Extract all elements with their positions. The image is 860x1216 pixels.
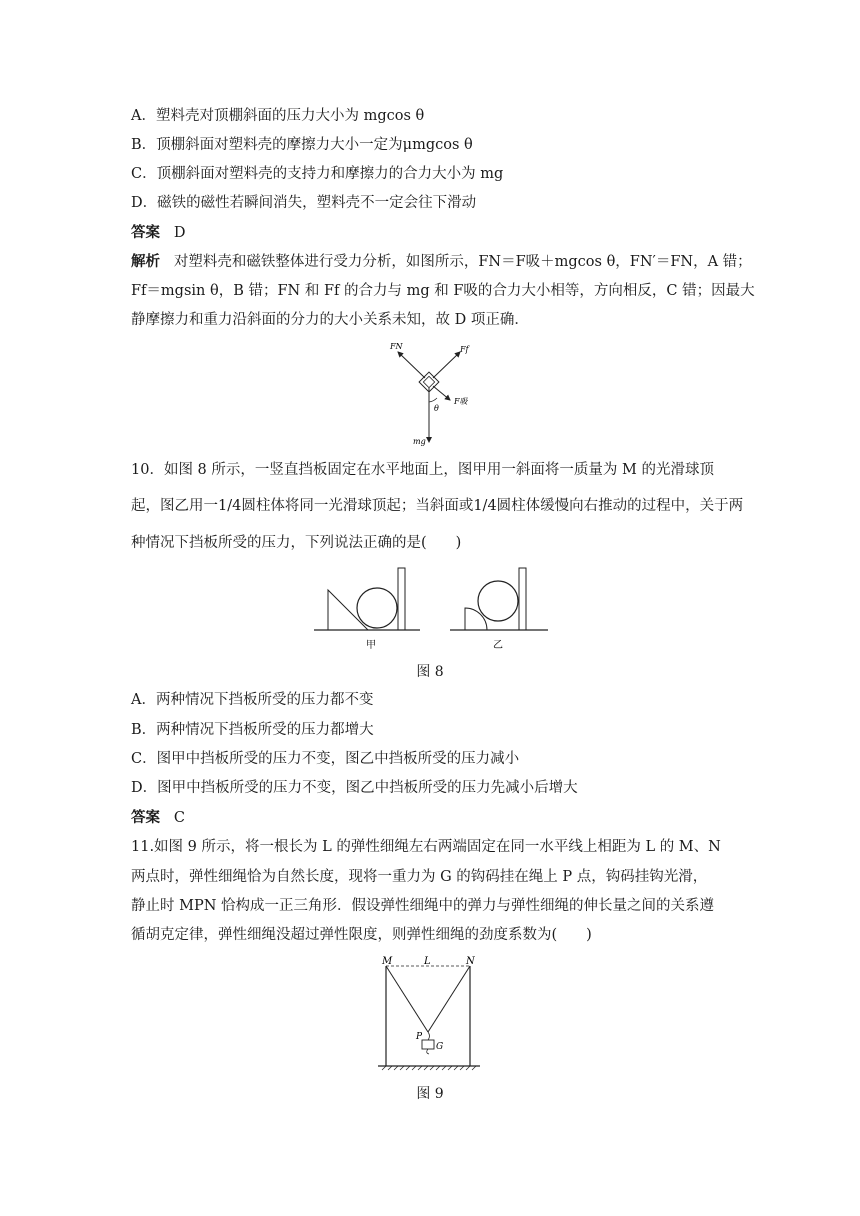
figure-jia [314, 568, 420, 651]
hook [428, 1032, 430, 1040]
analysis-label: 解析 [131, 253, 160, 270]
answer-value: C [173, 810, 185, 826]
q11-stem-line-3: 静止时 MPN 恰构成一正三角形．假设弹性细绳中的弹力与弹性细绳的伸长量之间的关系遵 [131, 898, 715, 914]
label-yi: 乙 [493, 640, 503, 651]
theta-arc [429, 398, 437, 402]
label-m: M [382, 956, 393, 967]
figure-yi [450, 568, 548, 651]
fxi-arrow [433, 386, 450, 400]
q9-option-d: D．磁铁的磁性若瞬间消失，塑料壳不一定会往下滑动 [131, 195, 477, 211]
label-mg: mg [413, 437, 426, 446]
q11-stem-line-4: 循胡克定律，弹性细绳没超过弹性限度，则弹性细绳的劲度系数为( ) [131, 927, 592, 943]
analysis-text: 对塑料壳和磁铁整体进行受力分析，如图所示，FN＝F吸＋mgcos θ，FN′＝FN，A 错； [173, 254, 752, 270]
force-diagram [380, 338, 490, 450]
answer-label: 答案 [131, 809, 160, 826]
label-jia: 甲 [366, 640, 376, 651]
q9-analysis-line-2: Ff＝mgsin θ，B 错；FN 和 Ff 的合力与 mg 和 F吸的合力大小相等，方向相反，C 错；因最大 [131, 283, 755, 299]
figure-8 [308, 562, 554, 654]
figure-9-caption: 图 9 [416, 1086, 444, 1102]
q9-analysis-line-1 [131, 252, 752, 272]
fn-arrow [398, 352, 425, 378]
q10-option-b: B．两种情况下挡板所受的压力都增大 [131, 722, 374, 738]
q9-option-a: A．塑料壳对顶棚斜面的压力大小为 mgcos θ [131, 108, 425, 124]
label-n: N [466, 956, 475, 967]
label-p: P [416, 1032, 423, 1042]
q11-stem-line-2: 两点时，弹性细绳恰为自然长度，现将一重力为 G 的钩码挂在绳上 P 点，钩码挂钩光滑， [131, 869, 708, 885]
ff-arrow [433, 352, 460, 378]
q10-option-d: D．图甲中挡板所受的压力不变，图乙中挡板所受的压力先减小后增大 [131, 780, 578, 796]
q10-stem-line-3: 种情况下挡板所受的压力，下列说法正确的是( ) [131, 535, 462, 551]
string-mp [386, 966, 428, 1032]
q9-answer [131, 223, 185, 243]
q10-stem-line-1: 10．如图 8 所示，一竖直挡板固定在水平地面上，图甲用一斜面将一质量为 M 的光滑球顶 [131, 462, 714, 478]
q11-stem-line-1: 11.如图 9 所示，将一根长为 L 的弹性细绳左右两端固定在同一水平线上相距为 L 的 M、N [131, 839, 721, 855]
q10-option-c: C．图甲中挡板所受的压力不变，图乙中挡板所受的压力减小 [131, 751, 520, 767]
hook-weight [422, 1040, 434, 1049]
q9-option-b: B．顶棚斜面对塑料壳的摩擦力大小一定为μmgcos θ [131, 137, 473, 153]
q9-analysis-line-3: 静摩擦力和重力沿斜面的分力的大小关系未知，故 D 项正确． [131, 312, 529, 328]
q10-answer [131, 808, 185, 828]
q9-option-c: C．顶棚斜面对塑料壳的支持力和摩擦力的合力大小为 mg [131, 166, 504, 182]
label-l: L [424, 956, 431, 967]
string-np [428, 966, 470, 1032]
label-fn: FN [390, 342, 403, 351]
label-theta: θ [434, 404, 439, 413]
answer-label: 答案 [131, 224, 160, 241]
label-fxi: F吸 [454, 397, 468, 406]
q10-stem-line-2: 起，图乙用一1/4圆柱体将同一光滑球顶起；当斜面或1/4圆柱体缓慢向右推动的过程中，关于两 [131, 498, 744, 514]
answer-value: D [173, 225, 186, 241]
q10-option-a: A．两种情况下挡板所受的压力都不变 [131, 692, 374, 708]
label-ff: Ff [460, 345, 469, 354]
label-g: G [436, 1042, 444, 1052]
figure-9 [374, 954, 488, 1072]
figure-8-caption: 图 8 [416, 664, 444, 680]
